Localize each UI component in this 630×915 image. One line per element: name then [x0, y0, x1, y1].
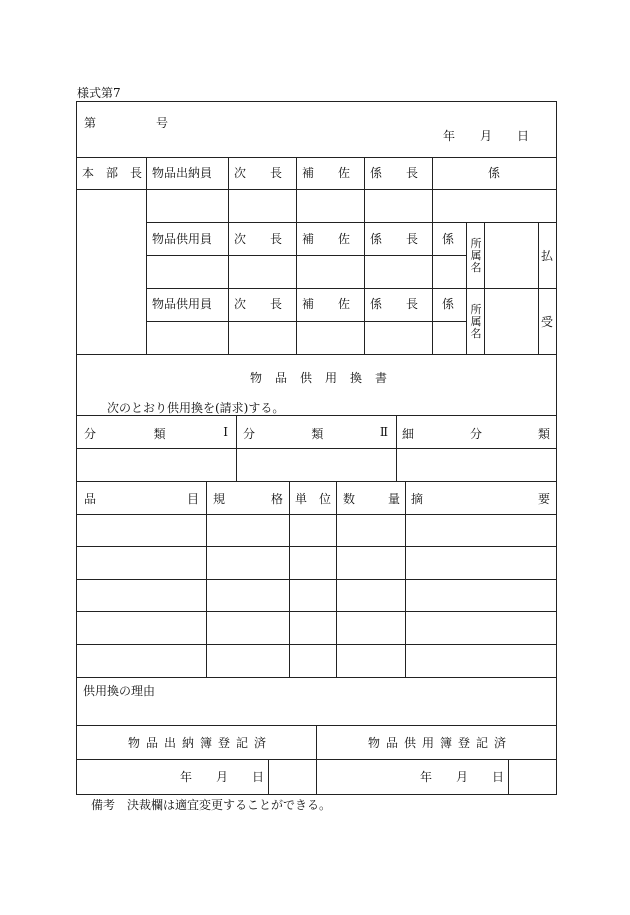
hosa-label-3: 補 佐 [302, 297, 351, 311]
kakaricho-label-1: 係 長 [370, 166, 419, 180]
saibunrui-header: 細 分 類 [402, 427, 550, 441]
jicho-label-3: 次 長 [234, 297, 283, 311]
intro-text: 次のとおり供用換を(請求)する。 [107, 401, 285, 415]
jicho-label-1: 次 長 [234, 166, 283, 180]
honbucho-label: 本 部 長 [82, 166, 143, 180]
ledger-right-month: 月 [456, 770, 469, 784]
ledger-left-title: 物品出納簿登記済 [128, 736, 273, 750]
kakari-label-1: 係 [488, 166, 501, 180]
ledger-right-day: 日 [492, 770, 505, 784]
harai-label: 払 [541, 249, 554, 263]
shozokumei-label-1: 所 属 名 [470, 237, 482, 274]
reason-label: 供用換の理由 [83, 684, 156, 698]
col-suryo: 数 量 [343, 492, 400, 506]
kakari-label-3: 係 [442, 297, 455, 311]
col-hinmoku: 品 目 [84, 492, 199, 506]
number-prefix: 第 [84, 116, 97, 130]
buppin-kyoyoin-label-1: 物品供用員 [152, 232, 213, 246]
ledger-left-month: 月 [216, 770, 229, 784]
uke-label: 受 [541, 315, 554, 329]
document-title: 物品供用換書 [250, 371, 401, 385]
kakari-label-2: 係 [442, 232, 455, 246]
number-suffix: 号 [156, 116, 169, 130]
buppin-suitoin-label: 物品出納員 [152, 166, 213, 180]
ledger-right-year: 年 [420, 770, 433, 784]
shozokumei-label-2: 所 属 名 [470, 303, 482, 340]
date-month: 月 [480, 129, 493, 143]
ledger-right-title: 物品供用簿登記済 [368, 736, 513, 750]
bunrui-2-header: 分 類 Ⅱ [243, 425, 388, 441]
col-kikaku: 規 格 [213, 492, 283, 506]
buppin-kyoyoin-label-2: 物品供用員 [152, 297, 213, 311]
ledger-left-year: 年 [180, 770, 193, 784]
ledger-left-day: 日 [252, 770, 265, 784]
footnote: 備考 決裁欄は適宜変更することができる。 [91, 798, 332, 812]
hosa-label-2: 補 佐 [302, 232, 351, 246]
jicho-label-2: 次 長 [234, 232, 283, 246]
hosa-label-1: 補 佐 [302, 166, 351, 180]
col-tekiyo: 摘 要 [411, 492, 550, 506]
col-tani: 単 位 [295, 492, 331, 506]
bunrui-1-header: 分 類 Ⅰ [84, 425, 228, 441]
style-number-label: 様式第7 [77, 86, 121, 100]
date-day: 日 [517, 129, 530, 143]
kakaricho-label-2: 係 長 [370, 232, 419, 246]
date-year: 年 [443, 129, 456, 143]
kakaricho-label-3: 係 長 [370, 297, 419, 311]
